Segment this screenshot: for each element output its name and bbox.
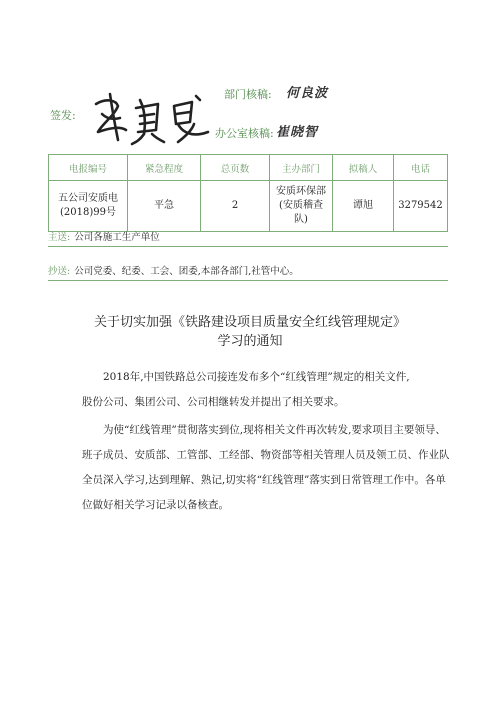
cc-recipient-value: 公司党委、纪委、工会、团委,本部各部门,社管中心。 — [74, 266, 299, 277]
paragraph-2-text: 为使“红线管理”贯彻落实到位,现将相关文件再次转发,要求项目主要领导、班子成员、安质部、工管部、工经部、物资部等相关管理人员及领工员、作业队全员深入学习,达到理解、熟记,切实将“红线管理”落实到日常管理工作中。各单位做好相关学习记录以备核查。 — [82, 424, 450, 511]
cc-recipient-label: 抄送: — [48, 266, 71, 277]
cell-dept-line2: (安质稽查 — [279, 200, 323, 211]
header-cell-number: 电报编号 — [49, 155, 128, 181]
cc-recipient-row — [48, 263, 448, 281]
cell-dept-line3: 队) — [294, 214, 308, 225]
office-review-label: 办公室核稿: — [215, 127, 274, 140]
main-recipient-label: 主送: — [48, 232, 71, 243]
header-cell-drafter: 拟稿人 — [333, 155, 394, 181]
main-recipient-value: 公司各施工生产单位 — [74, 232, 160, 243]
dept-review-signature: 何良波 — [286, 86, 329, 101]
dept-review-label: 部门核稿: — [224, 88, 272, 101]
notice-title-line2: 学习的通知 — [217, 334, 283, 349]
signoff-label: 签发: — [50, 109, 76, 122]
paragraph-1-line1: 2018年,中国铁路总公司接连发布多个“红线管理”规定的相关文件, — [103, 371, 410, 383]
cell-urgency: 平急 — [128, 181, 201, 232]
cell-dept — [270, 181, 333, 232]
paragraph-1 — [82, 365, 452, 415]
header-cell-pages: 总页数 — [201, 155, 270, 181]
header-cell-urgency: 紧急程度 — [128, 155, 201, 181]
main-recipient-row — [48, 229, 448, 247]
header-cell-phone: 电话 — [394, 155, 448, 181]
handwritten-signature — [88, 86, 218, 146]
cell-drafter: 谭旭 — [333, 181, 394, 232]
cell-pages: 2 — [201, 181, 270, 232]
header-cell-dept: 主办部门 — [270, 155, 333, 181]
office-review-signature: 崔晓智 — [276, 125, 319, 140]
routing-table-header-row — [49, 155, 448, 181]
routing-table-row — [49, 181, 448, 232]
cell-number-line1: 五公司安质电 — [58, 193, 118, 204]
cell-number — [49, 181, 128, 232]
notice-title-line1: 关于切实加强《铁路建设项目质量安全红线管理规定》 — [93, 315, 406, 330]
paragraph-2 — [82, 418, 452, 518]
routing-table — [48, 154, 448, 232]
cell-dept-line1: 安质环保部 — [276, 186, 326, 197]
cell-phone: 3279542 — [394, 181, 448, 232]
paragraph-1-line2: 股份公司、集团公司、公司相继转发并提出了相关要求。 — [82, 396, 345, 408]
cell-number-line2: (2018)99号 — [60, 207, 116, 218]
